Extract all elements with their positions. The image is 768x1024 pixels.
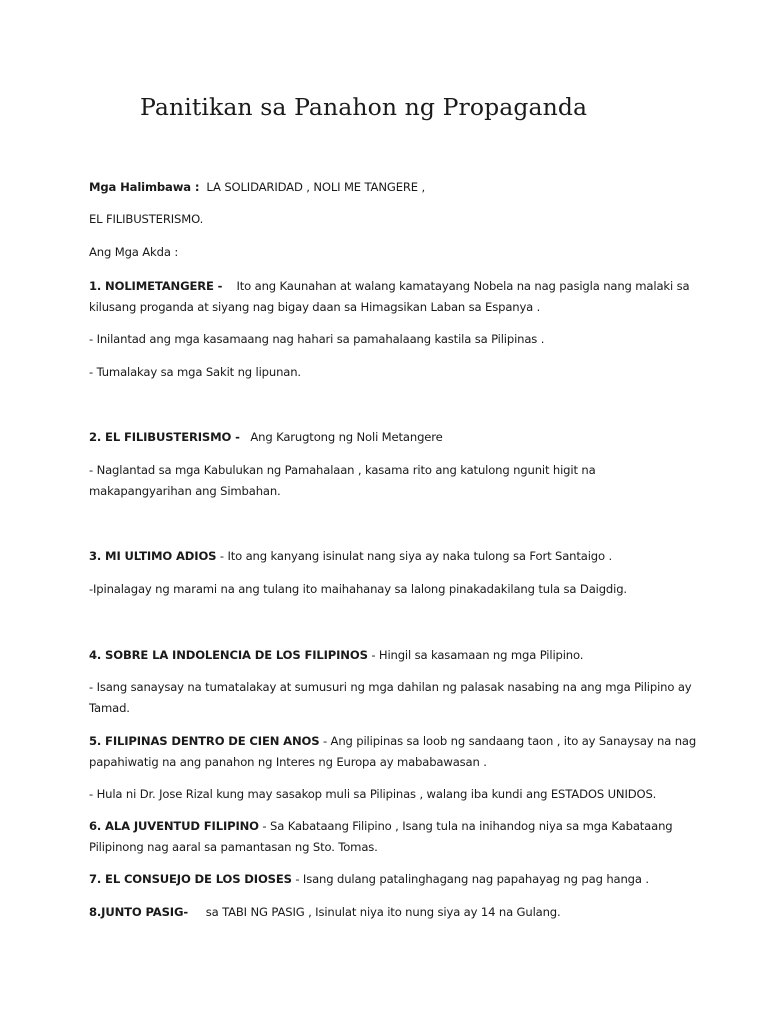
item-8-heading: 8.JUNTO PASIG- — [89, 905, 188, 919]
item-5-line-1 — [89, 731, 696, 752]
examples-text: LA SOLIDARIDAD , NOLI ME TANGERE , — [206, 180, 426, 194]
document-title: Panitikan sa Panahon ng Propaganda — [140, 93, 588, 121]
item-1-text: Ito ang Kaunahan at walang kamatayang Nobela na nag pasigla nang malaki sa — [236, 279, 690, 293]
item-1-heading: 1. NOLIMETANGERE - — [89, 279, 223, 293]
item-3-line-1 — [89, 546, 612, 567]
item-1-note-1: - Inilantad ang mga kasamaang nag hahari sa pamahalaang kastila sa Pilipinas . — [89, 332, 545, 346]
item-4-line-1 — [89, 645, 583, 666]
item-3-heading: 3. MI ULTIMO ADIOS — [89, 549, 217, 563]
item-1-line-1 — [89, 276, 689, 297]
item-4-note-1: - Isang sanaysay na tumatalakay at sumusuri ng mga dahilan ng palasak nasabing na ang mga Pilipino ay — [89, 680, 692, 694]
item-7-line-1 — [89, 869, 649, 890]
item-5-heading: 5. FILIPINAS DENTRO DE CIEN ANOS — [89, 734, 320, 748]
item-3-note-1: -Ipinalagay ng marami na ang tulang ito maihahanay sa lalong pinakadakilang tula sa Daigdig. — [89, 582, 627, 596]
item-1-line-2: kilusang proganda at siyang nag bigay daan sa Himagsikan Laban sa Espanya . — [89, 300, 541, 314]
item-6-text: - Sa Kabataang Filipino , Isang tula na inihandog niya sa mga Kabataang — [258, 819, 673, 833]
item-4-text: - Hingil sa kasamaan ng mga Pilipino. — [367, 648, 584, 662]
item-2-note-1: - Naglantad sa mga Kabulukan ng Pamahalaan , kasama rito ang katulong ngunit higit na — [89, 463, 596, 477]
item-4-heading: 4. SOBRE LA INDOLENCIA DE LOS FILIPINOS — [89, 648, 368, 662]
works-heading: Ang Mga Akda : — [89, 245, 179, 259]
examples-continuation: EL FILIBUSTERISMO. — [89, 212, 204, 226]
item-5-note-1: - Hula ni Dr. Jose Rizal kung may sasakop muli sa Pilipinas , walang iba kundi ang ESTADOS UNIDOS. — [89, 787, 657, 801]
item-5-line-2: papahiwatig na ang panahon ng Interes ng Europa ay mababawasan . — [89, 755, 487, 769]
item-3-text: - Ito ang kanyang isinulat nang siya ay naka tulong sa Fort Santaigo . — [216, 549, 613, 563]
item-8-line-1 — [89, 902, 561, 923]
item-6-heading: 6. ALA JUVENTUD FILIPINO — [89, 819, 259, 833]
item-1-note-2: - Tumalakay sa mga Sakit ng lipunan. — [89, 365, 301, 379]
item-2-text: Ang Karugtong ng Noli Metangere — [250, 430, 443, 444]
item-2-heading: 2. EL FILIBUSTERISMO - — [89, 430, 240, 444]
item-4-note-1-cont: Tamad. — [89, 701, 130, 715]
item-7-text: - Isang dulang patalinghagang nag papahayag ng pag hanga . — [291, 872, 649, 886]
examples-line — [89, 177, 425, 198]
item-6-line-2: Pilipinong nag aaral sa pamantasan ng Sto. Tomas. — [89, 840, 378, 854]
item-2-note-1-cont: makapangyarihan ang Simbahan. — [89, 484, 281, 498]
item-6-line-1 — [89, 816, 673, 837]
item-8-text: sa TABI NG PASIG , Isinulat niya ito nung siya ay 14 na Gulang. — [205, 905, 561, 919]
item-2-line-1 — [89, 427, 443, 448]
item-5-text: - Ang pilipinas sa loob ng sandaang taon , ito ay Sanaysay na nag — [319, 734, 697, 748]
examples-label: Mga Halimbawa : — [89, 180, 200, 194]
item-7-heading: 7. EL CONSUEJO DE LOS DIOSES — [89, 872, 292, 886]
